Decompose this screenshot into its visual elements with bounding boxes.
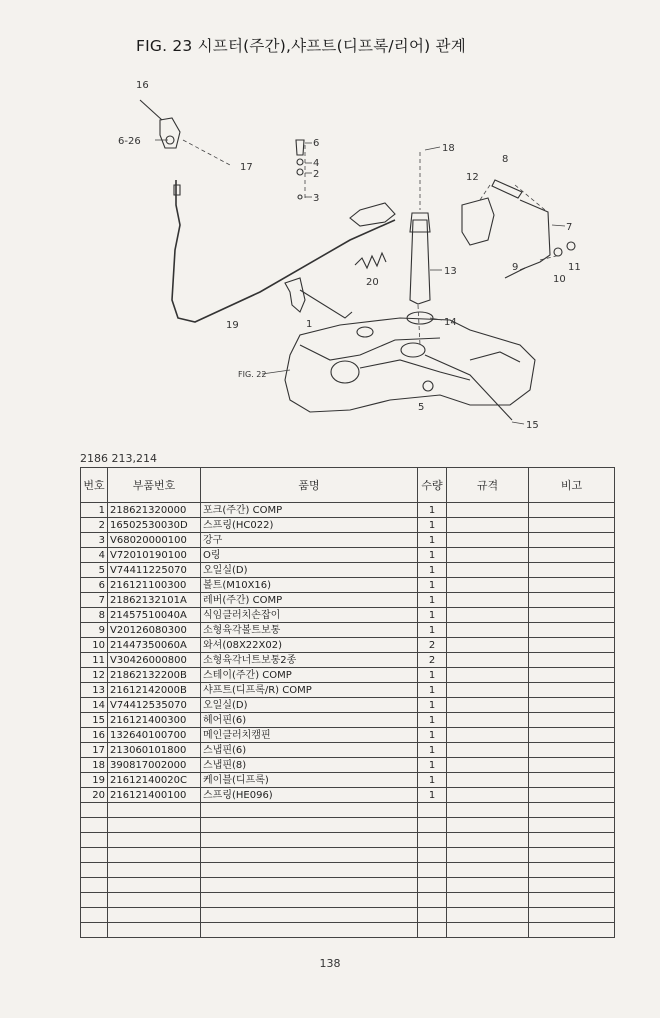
callout-15: 15 (526, 420, 539, 431)
empty-cell (201, 893, 418, 908)
callout-8: 8 (502, 154, 509, 165)
row-spec (447, 683, 529, 698)
empty-cell (108, 923, 201, 938)
row-remarks (529, 548, 615, 563)
empty-cell (81, 803, 108, 818)
empty-cell (81, 893, 108, 908)
row-part-name: 메인클러치캠핀 (201, 728, 418, 743)
row-part-name: 스프링(HE096) (201, 788, 418, 803)
row-number: 10 (81, 638, 108, 653)
empty-cell (108, 818, 201, 833)
row-part-name: 소형육각너트보통2종 (201, 653, 418, 668)
empty-cell (418, 878, 447, 893)
row-remarks (529, 608, 615, 623)
row-spec (447, 743, 529, 758)
row-remarks (529, 698, 615, 713)
row-number: 12 (81, 668, 108, 683)
table-row (81, 593, 615, 608)
empty-cell (201, 833, 418, 848)
empty-cell (418, 833, 447, 848)
row-part-name: 식임클러치손잡이 (201, 608, 418, 623)
callout-19: 19 (226, 320, 239, 331)
table-row (81, 548, 615, 563)
empty-cell (81, 923, 108, 938)
table-row (81, 503, 615, 518)
stay-bracket (462, 198, 494, 245)
row-part-name: 강구 (201, 533, 418, 548)
header-part-name: 품명 (201, 468, 418, 503)
row-spec (447, 593, 529, 608)
row-number: 2 (81, 518, 108, 533)
row-number: 4 (81, 548, 108, 563)
empty-cell (108, 863, 201, 878)
table-row (81, 638, 615, 653)
row-number: 8 (81, 608, 108, 623)
empty-cell (108, 833, 201, 848)
row-part-number: 16502530030D (108, 518, 201, 533)
empty-cell (418, 923, 447, 938)
row-number: 18 (81, 758, 108, 773)
exploded-parts-diagram (0, 60, 660, 450)
row-number: 13 (81, 683, 108, 698)
row-part-name: 오일실(D) (201, 698, 418, 713)
table-row (81, 758, 615, 773)
empty-cell (201, 803, 418, 818)
row-quantity: 1 (418, 608, 447, 623)
header-remarks: 비고 (529, 468, 615, 503)
row-number: 16 (81, 728, 108, 743)
empty-table-row (81, 923, 615, 938)
empty-cell (81, 863, 108, 878)
row-part-number: 21862132200B (108, 668, 201, 683)
callout-5: 5 (418, 402, 425, 413)
parts-table (80, 467, 615, 938)
table-row (81, 743, 615, 758)
row-part-name: 스냅핀(8) (201, 758, 418, 773)
callout-14: 14 (444, 317, 457, 328)
row-quantity: 1 (418, 758, 447, 773)
empty-cell (418, 893, 447, 908)
row-quantity: 1 (418, 698, 447, 713)
row-remarks (529, 503, 615, 518)
row-part-number: V30426000800 (108, 653, 201, 668)
empty-cell (418, 818, 447, 833)
row-remarks (529, 653, 615, 668)
spring-20 (355, 253, 386, 268)
row-part-number: V74412535070 (108, 698, 201, 713)
empty-cell (201, 863, 418, 878)
row-quantity: 1 (418, 548, 447, 563)
empty-table-row (81, 878, 615, 893)
row-part-number: 21862132101A (108, 593, 201, 608)
row-quantity: 1 (418, 728, 447, 743)
empty-table-row (81, 893, 615, 908)
row-quantity: 1 (418, 683, 447, 698)
row-remarks (529, 578, 615, 593)
row-remarks (529, 518, 615, 533)
row-quantity: 1 (418, 788, 447, 803)
row-quantity: 1 (418, 518, 447, 533)
empty-cell (201, 878, 418, 893)
row-part-number: V68020000100 (108, 533, 201, 548)
empty-cell (447, 848, 529, 863)
empty-cell (201, 923, 418, 938)
empty-cell (81, 833, 108, 848)
row-part-name: 볼트(M10X16) (201, 578, 418, 593)
row-part-name: 스냅핀(6) (201, 743, 418, 758)
empty-cell (529, 863, 615, 878)
empty-table-row (81, 833, 615, 848)
cable (172, 180, 395, 322)
row-remarks (529, 638, 615, 653)
row-spec (447, 608, 529, 623)
row-spec (447, 578, 529, 593)
callout-7: 7 (566, 222, 573, 233)
table-row (81, 563, 615, 578)
table-row (81, 608, 615, 623)
row-spec (447, 623, 529, 638)
model-code: 2186 213,214 (80, 452, 157, 465)
parts-table-body (81, 503, 615, 938)
empty-table-row (81, 818, 615, 833)
empty-table-row (81, 803, 615, 818)
row-remarks (529, 593, 615, 608)
row-part-name: 와셔(08X22X02) (201, 638, 418, 653)
empty-cell (418, 863, 447, 878)
table-row (81, 653, 615, 668)
row-spec (447, 533, 529, 548)
row-number: 1 (81, 503, 108, 518)
row-quantity: 1 (418, 503, 447, 518)
knob-8 (492, 180, 522, 198)
row-remarks (529, 713, 615, 728)
empty-cell (529, 923, 615, 938)
row-part-name: 소형육각볼트보통 (201, 623, 418, 638)
empty-cell (447, 803, 529, 818)
row-spec (447, 563, 529, 578)
row-quantity: 2 (418, 638, 447, 653)
lever-7 (520, 200, 550, 270)
page-title: FIG. 23 시프터(주간),샤프트(디프록/리어) 관계 (136, 37, 466, 55)
row-part-name: 헤어핀(6) (201, 713, 418, 728)
page-number: 138 (319, 957, 341, 970)
row-remarks (529, 728, 615, 743)
table-row (81, 698, 615, 713)
row-remarks (529, 788, 615, 803)
row-part-name: 포크(주간) COMP (201, 503, 418, 518)
row-remarks (529, 683, 615, 698)
row-spec (447, 653, 529, 668)
row-remarks (529, 668, 615, 683)
row-number: 9 (81, 623, 108, 638)
callout-16: 16 (136, 80, 149, 91)
table-row (81, 728, 615, 743)
row-spec (447, 698, 529, 713)
empty-cell (81, 848, 108, 863)
row-spec (447, 638, 529, 653)
row-part-name: 케이블(디프록) (201, 773, 418, 788)
row-part-number: 21612142000B (108, 683, 201, 698)
empty-cell (201, 848, 418, 863)
row-part-number: 21457510040A (108, 608, 201, 623)
empty-table-row (81, 863, 615, 878)
row-part-name: O링 (201, 548, 418, 563)
callout-1: 1 (306, 319, 313, 330)
table-row (81, 518, 615, 533)
table-row (81, 533, 615, 548)
row-number: 6 (81, 578, 108, 593)
row-remarks (529, 623, 615, 638)
row-number: 14 (81, 698, 108, 713)
row-part-name: 스프링(HC022) (201, 518, 418, 533)
empty-cell (201, 818, 418, 833)
header-spec: 규격 (447, 468, 529, 503)
row-part-number: 390817002000 (108, 758, 201, 773)
table-header-row (81, 468, 615, 503)
empty-table-row (81, 848, 615, 863)
row-number: 17 (81, 743, 108, 758)
empty-cell (529, 908, 615, 923)
callout-9: 9 (512, 262, 519, 273)
hairpin-15 (425, 355, 512, 420)
row-quantity: 1 (418, 578, 447, 593)
empty-cell (108, 908, 201, 923)
row-part-number: V20126080300 (108, 623, 201, 638)
row-spec (447, 788, 529, 803)
callout-2: 2 (313, 169, 320, 180)
row-remarks (529, 743, 615, 758)
row-remarks (529, 758, 615, 773)
row-quantity: 1 (418, 773, 447, 788)
empty-cell (418, 848, 447, 863)
empty-cell (418, 803, 447, 818)
row-spec (447, 758, 529, 773)
table-row (81, 713, 615, 728)
row-part-name: 샤프트(디프록/R) COMP (201, 683, 418, 698)
callout-12: 12 (466, 172, 479, 183)
transmission-case (285, 318, 535, 412)
empty-cell (447, 878, 529, 893)
row-part-number: 21447350060A (108, 638, 201, 653)
row-quantity: 1 (418, 743, 447, 758)
row-number: 15 (81, 713, 108, 728)
row-part-name: 스테이(주간) COMP (201, 668, 418, 683)
empty-cell (81, 908, 108, 923)
empty-cell (529, 878, 615, 893)
row-quantity: 1 (418, 623, 447, 638)
empty-cell (529, 848, 615, 863)
header-number: 번호 (81, 468, 108, 503)
empty-cell (529, 803, 615, 818)
callout-20: 20 (366, 277, 379, 288)
row-quantity: 2 (418, 653, 447, 668)
row-part-number: 213060101800 (108, 743, 201, 758)
empty-table-row (81, 908, 615, 923)
empty-cell (447, 863, 529, 878)
row-spec (447, 728, 529, 743)
empty-cell (529, 833, 615, 848)
table-row (81, 668, 615, 683)
row-number: 5 (81, 563, 108, 578)
callout-18: 18 (442, 143, 455, 154)
empty-cell (447, 908, 529, 923)
row-remarks (529, 533, 615, 548)
empty-cell (201, 908, 418, 923)
callout-3: 3 (313, 193, 320, 204)
header-quantity: 수량 (418, 468, 447, 503)
callout-13: 13 (444, 266, 457, 277)
row-number: 7 (81, 593, 108, 608)
table-row (81, 578, 615, 593)
row-quantity: 1 (418, 563, 447, 578)
empty-cell (81, 818, 108, 833)
header-part-number: 부품번호 (108, 468, 201, 503)
callout-6: 6 (313, 138, 320, 149)
row-part-number: 216121400100 (108, 788, 201, 803)
row-quantity: 1 (418, 533, 447, 548)
row-quantity: 1 (418, 593, 447, 608)
fig-reference-label: FIG. 22 (238, 370, 267, 379)
row-spec (447, 668, 529, 683)
row-number: 20 (81, 788, 108, 803)
row-number: 11 (81, 653, 108, 668)
empty-cell (447, 833, 529, 848)
row-part-number: 216121400300 (108, 713, 201, 728)
table-row (81, 773, 615, 788)
row-spec (447, 503, 529, 518)
empty-cell (108, 878, 201, 893)
row-part-number: V74411225070 (108, 563, 201, 578)
row-part-number: 216121100300 (108, 578, 201, 593)
callout-11: 11 (568, 262, 581, 273)
empty-cell (447, 818, 529, 833)
row-spec (447, 518, 529, 533)
table-row (81, 683, 615, 698)
row-part-name: 오일실(D) (201, 563, 418, 578)
shift-fork (285, 278, 305, 312)
callout-4: 4 (313, 158, 320, 169)
row-quantity: 1 (418, 713, 447, 728)
empty-cell (447, 893, 529, 908)
row-number: 3 (81, 533, 108, 548)
empty-cell (529, 893, 615, 908)
callout-10: 10 (553, 274, 566, 285)
callout-17: 17 (240, 162, 253, 173)
table-row (81, 788, 615, 803)
row-spec (447, 713, 529, 728)
empty-cell (108, 803, 201, 818)
diff-lock-shaft (410, 220, 430, 304)
empty-cell (418, 908, 447, 923)
row-spec (447, 773, 529, 788)
row-quantity: 1 (418, 668, 447, 683)
row-part-name: 레버(주간) COMP (201, 593, 418, 608)
row-number: 19 (81, 773, 108, 788)
empty-cell (108, 893, 201, 908)
empty-cell (529, 818, 615, 833)
row-part-number: 21612140020C (108, 773, 201, 788)
table-row (81, 623, 615, 638)
row-part-number: 218621320000 (108, 503, 201, 518)
row-part-number: 132640100700 (108, 728, 201, 743)
row-remarks (529, 773, 615, 788)
row-spec (447, 548, 529, 563)
empty-cell (447, 923, 529, 938)
empty-cell (81, 878, 108, 893)
row-remarks (529, 563, 615, 578)
empty-cell (108, 848, 201, 863)
row-part-number: V72010190100 (108, 548, 201, 563)
callout-6-26: 6-26 (118, 136, 141, 147)
